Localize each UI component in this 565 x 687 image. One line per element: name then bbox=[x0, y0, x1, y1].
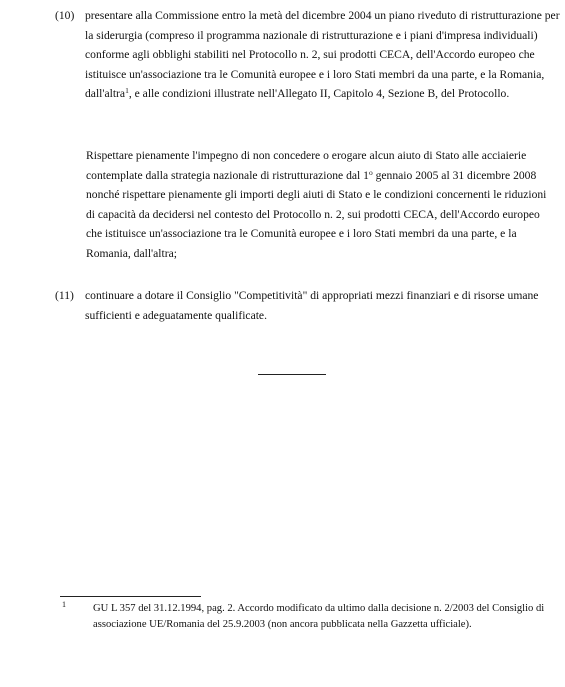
footnote-reference[interactable]: 1 bbox=[125, 86, 129, 96]
item-number: (11) bbox=[55, 289, 74, 302]
item-text-continued: , e alle condizioni illustrate nell'Allegato II, Capitolo 4, Sezione B, del Protocollo. bbox=[128, 87, 510, 101]
footnote-mark: 1 bbox=[62, 600, 66, 609]
body-paragraph bbox=[86, 146, 556, 264]
ordinal-superscript: o bbox=[368, 167, 373, 177]
footnote-rule bbox=[60, 596, 201, 597]
item-text: continuare a dotare il Consiglio "Competitività" di appropriati mezzi finanziari e di risorse umane sufficienti e adeguatamente qualificate. bbox=[85, 289, 539, 322]
footnote-text: GU L 357 del 31.12.1994, pag. 2. Accordo modificato da ultimo dalla decisione n. 2/2003 del Consiglio di associazione UE/Romania del 25.9.2003 (non ancora pubblicata nella Gazzetta ufficiale). bbox=[93, 603, 545, 630]
item-text bbox=[85, 6, 560, 104]
paragraph-text-main: Rispettare pienamente l'impegno di non concedere o erogare alcun aiuto di Stato alle acciaierie contemplate dalla strategia nazionale di ristrutturazione dal 1 bbox=[86, 149, 527, 182]
item-number: (10) bbox=[55, 9, 75, 22]
paragraph-text-continued: gennaio 2005 al 31 dicembre 2008 nonché rispettare pienamente gli importi degli aiuti di Stato e le condizioni concernenti le riduzioni di capacità da decidersi nel contesto del Protocollo n. 2, sui prodotti CECA, dell'Accordo europeo che istituisce un'associazione tra le Comunità europee e i loro Stati membri da una parte, e la Romania, dall'altra; bbox=[86, 168, 547, 260]
section-divider bbox=[258, 374, 326, 375]
item-text-main: presentare alla Commissione entro la metà del dicembre 2004 un piano riveduto di ristrutturazione per la siderurgia (compreso il programma nazionale di ristrutturazione e i piani d'impresa individuali) conforme agli obblighi stabiliti nel Protocollo n. 2, sui prodotti CECA, dell'Accordo europeo che istituisce un'associazione tra le Comunità europee e i loro Stati membri da una parte, e la Romania, dall'altra bbox=[85, 9, 560, 101]
